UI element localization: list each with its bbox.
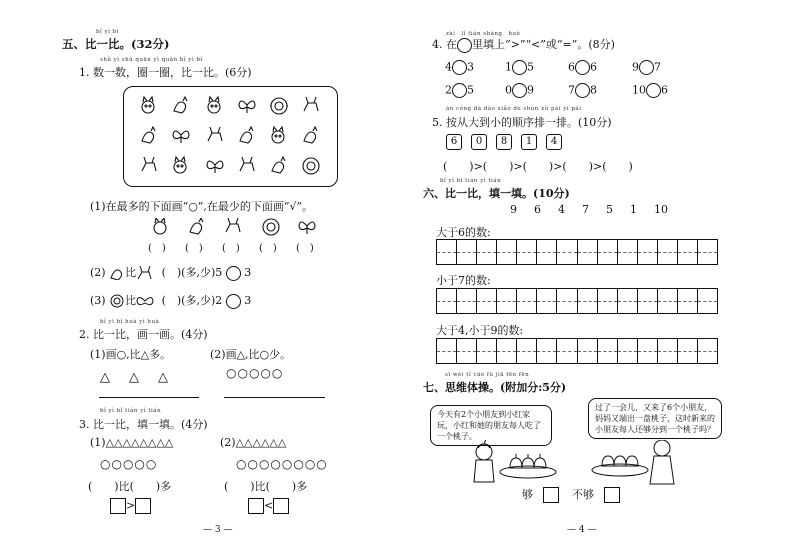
compare-circle[interactable] <box>575 83 590 98</box>
number-box: 6 <box>446 134 462 150</box>
pair-right: 6 <box>590 60 597 74</box>
compare-circle[interactable] <box>512 60 527 75</box>
deer-icon <box>136 266 154 280</box>
peach-plate-icon <box>500 454 556 478</box>
answer-blank[interactable]: ( ) <box>185 243 203 254</box>
q1-sub1: (1)在最多的下面画“○”,在最少的下面画“√”。 <box>90 200 314 213</box>
pair-right: 5 <box>527 60 534 74</box>
sub3-end: 3 <box>244 294 252 307</box>
given-number: 10 <box>654 203 668 216</box>
given-number: 7 <box>582 203 589 216</box>
page-number-left: — 3 — <box>203 525 233 535</box>
given-number: 1 <box>630 203 637 216</box>
row1-label: 大于6的数: <box>436 226 491 239</box>
q3-b-blank[interactable]: ( )比( )多 <box>224 480 308 493</box>
given-number: 6 <box>534 203 541 216</box>
lion-icon <box>270 98 288 114</box>
q4-title <box>432 36 615 53</box>
cat-icon <box>272 127 284 143</box>
circles-row: ○○○○○ <box>226 366 284 380</box>
q4-title-b: 里填上“>”“<”或“=”。(8分) <box>472 38 615 51</box>
deer-icon <box>208 127 222 141</box>
answer-blank[interactable]: ( ) <box>148 243 166 254</box>
q3-a-compare <box>110 498 151 514</box>
butterfly-icon <box>207 161 223 173</box>
deer-icon <box>142 157 156 171</box>
q4-pair <box>445 83 474 98</box>
compare-circle[interactable] <box>226 266 241 281</box>
q5-title: 5. 按从大到小的顺序排一排。(10分) <box>432 116 612 129</box>
sub3-prefix: (3) <box>90 294 106 307</box>
q4-pair <box>505 83 534 98</box>
rooster-icon <box>109 266 125 280</box>
pair-left: 6 <box>568 60 575 74</box>
pair-left: 7 <box>568 83 575 97</box>
row2-label: 小于7的数: <box>436 274 491 287</box>
drawing-line[interactable] <box>224 397 325 398</box>
q3-b-triangles: (2)△△△△△△ <box>220 436 287 449</box>
rooster-icon <box>190 218 203 234</box>
section5-title: 五、比一比。(32分) <box>62 37 170 51</box>
given-number: 9 <box>510 203 517 216</box>
pair-left: 0 <box>505 83 512 97</box>
pair-left: 1 <box>505 60 512 74</box>
q1-pinyin: shǔ yì shǔ quān yì quān bǐ yì bǐ <box>100 57 203 63</box>
q5-pinyin: àn cóng dà dào xiǎo de shùn xù pái yi pái <box>446 106 582 112</box>
number-box: 1 <box>521 134 537 150</box>
pair-right: 5 <box>467 83 474 97</box>
q5-order-chain[interactable]: ( )>( )>( )>( )>( ) <box>443 160 633 173</box>
speech-bubble-right: 过了一会儿，又来了6个小朋友，妈妈又端出一盘桃子，这时新来的小朋友每人还够分到一个桃子吗？ <box>588 398 722 439</box>
butterfly-icon <box>136 294 154 308</box>
compare-circle[interactable] <box>639 60 654 75</box>
girl-icon <box>474 444 494 482</box>
pair-left: 10 <box>632 83 646 97</box>
section6-title: 六、比一比，填一填。(10分) <box>423 187 570 200</box>
pair-left: 4 <box>445 60 452 74</box>
answer-square[interactable] <box>248 498 264 514</box>
q4-pair <box>445 60 474 75</box>
q3-a-triangles: (1)△△△△△△△△ <box>90 436 174 449</box>
peach-plate-icon <box>592 456 648 476</box>
drawing-line[interactable] <box>99 397 199 398</box>
deer-icon <box>304 97 318 111</box>
compare-circle[interactable] <box>575 60 590 75</box>
sub2-prefix: (2) <box>90 266 106 279</box>
answer-blank[interactable]: ( ) <box>222 243 240 254</box>
q1-title: 1. 数一数，圈一圈，比一比。(6分) <box>79 66 252 79</box>
pair-left: 9 <box>632 60 639 74</box>
answer-grid-between-4-and-9[interactable] <box>436 338 718 364</box>
not-enough-label: 不够 <box>572 488 594 501</box>
q4-pair <box>505 60 534 75</box>
compare-circle[interactable] <box>512 83 527 98</box>
peach-scene-illustration <box>470 440 680 486</box>
lion-icon <box>109 294 125 308</box>
q1-blank-row <box>148 239 333 254</box>
butterfly-icon <box>299 222 315 234</box>
animal-legend-icons <box>148 218 333 236</box>
cat-icon <box>208 97 220 113</box>
compare-sign: > <box>126 499 136 512</box>
lion-icon <box>263 219 279 235</box>
rooster-icon <box>240 127 253 143</box>
animal-icons-grid <box>124 87 337 186</box>
answer-square[interactable] <box>110 498 126 514</box>
rooster-icon <box>174 97 187 113</box>
answer-grid-less-than-7[interactable] <box>436 288 718 314</box>
sub2-end: 3 <box>244 266 252 279</box>
pair-right: 6 <box>661 83 668 97</box>
compare-sign: < <box>264 499 274 512</box>
cat-icon <box>142 97 154 113</box>
q4-title-a: 4. 在 <box>432 38 457 51</box>
q2-part2: (2)画△,比○少。 <box>210 348 292 361</box>
sample-circle <box>457 38 472 53</box>
mother-icon <box>650 440 674 484</box>
pair-right: 8 <box>590 83 597 97</box>
section6-pinyin: bǐ yì bǐ tián yì tián <box>440 178 502 184</box>
q1-sub2 <box>90 264 251 281</box>
sub3-compare: 比 <box>125 294 137 307</box>
compare-circle[interactable] <box>452 83 467 98</box>
pair-right: 3 <box>467 60 474 74</box>
deer-icon <box>226 218 240 232</box>
not-enough-option <box>572 486 620 503</box>
q4-pair <box>632 60 661 75</box>
q2-title: 2. 比一比，画一画。(4分) <box>79 328 208 341</box>
compare-circle[interactable] <box>452 60 467 75</box>
q4-pair <box>568 60 597 75</box>
q4-pinyin: zài lǐ tián shàng huò <box>446 31 521 37</box>
section7-pinyin: sī wéi tǐ cāo fù jiā fēn fēn <box>445 372 530 378</box>
section6-numbers <box>510 203 678 216</box>
enough-option <box>522 486 559 503</box>
number-box: 8 <box>496 134 512 150</box>
pair-left: 2 <box>445 83 452 97</box>
cat-icon <box>174 157 186 173</box>
pair-right: 7 <box>654 60 661 74</box>
given-number: 5 <box>606 203 613 216</box>
number-box: 4 <box>546 134 562 150</box>
given-number: 4 <box>558 203 565 216</box>
cat-icon <box>154 218 166 234</box>
speech-bubble-left: 今天有2个小朋友到小红家玩，小红和她的朋友每人吃了一个桃子。 <box>430 405 552 446</box>
deer-icon <box>240 157 254 171</box>
answer-blank[interactable]: ( ) <box>296 243 314 254</box>
butterfly-icon <box>239 101 255 113</box>
q3-b-compare <box>248 498 289 514</box>
not-enough-checkbox[interactable] <box>604 487 620 503</box>
q4-pair <box>568 83 597 98</box>
sub3-text: ( )(多,少)2 <box>161 294 223 307</box>
q1-sub3 <box>90 292 251 309</box>
section7-title: 七、思维体操。(附加分:5分) <box>423 381 567 394</box>
q3-a-blank[interactable]: ( )比( )多 <box>88 480 172 493</box>
compare-circle[interactable] <box>226 294 241 309</box>
enough-checkbox[interactable] <box>543 487 559 503</box>
animals-box <box>123 86 338 187</box>
triangles-row: △ △ △ <box>100 370 171 385</box>
compare-circle[interactable] <box>646 83 661 98</box>
q3-a-circles: ○○○○○ <box>100 457 158 471</box>
rooster-icon <box>272 157 285 173</box>
butterfly-icon <box>173 131 189 143</box>
rooster-icon <box>304 127 317 143</box>
number-box: 0 <box>471 134 487 150</box>
q5-number-boxes <box>446 134 571 150</box>
rooster-icon <box>142 127 155 143</box>
answer-square[interactable] <box>135 498 151 514</box>
q4-pair <box>632 83 668 98</box>
lion-icon <box>303 158 319 174</box>
page-number-right: — 4 — <box>567 525 597 535</box>
q3-pinyin: bǐ yì bǐ tián yì tián <box>100 408 162 414</box>
answer-square[interactable] <box>273 498 289 514</box>
sub2-compare: 比 <box>125 266 137 279</box>
enough-label: 够 <box>522 488 533 501</box>
q3-title: 3. 比一比，填一填。(4分) <box>79 418 208 431</box>
pair-right: 9 <box>527 83 534 97</box>
sub2-text: ( )(多,少)5 <box>161 266 223 279</box>
row3-label: 大于4,小于9的数: <box>436 324 524 337</box>
section5-pinyin: bǐ yì bǐ <box>96 29 119 35</box>
q3-b-circles: ○○○○○○○○ <box>236 457 328 471</box>
answer-blank[interactable]: ( ) <box>259 243 277 254</box>
q2-pinyin: bǐ yì bǐ huà yì huà <box>100 319 160 325</box>
answer-grid-greater-than-6[interactable] <box>436 239 718 265</box>
q2-part1: (1)画○,比△多。 <box>90 348 172 361</box>
